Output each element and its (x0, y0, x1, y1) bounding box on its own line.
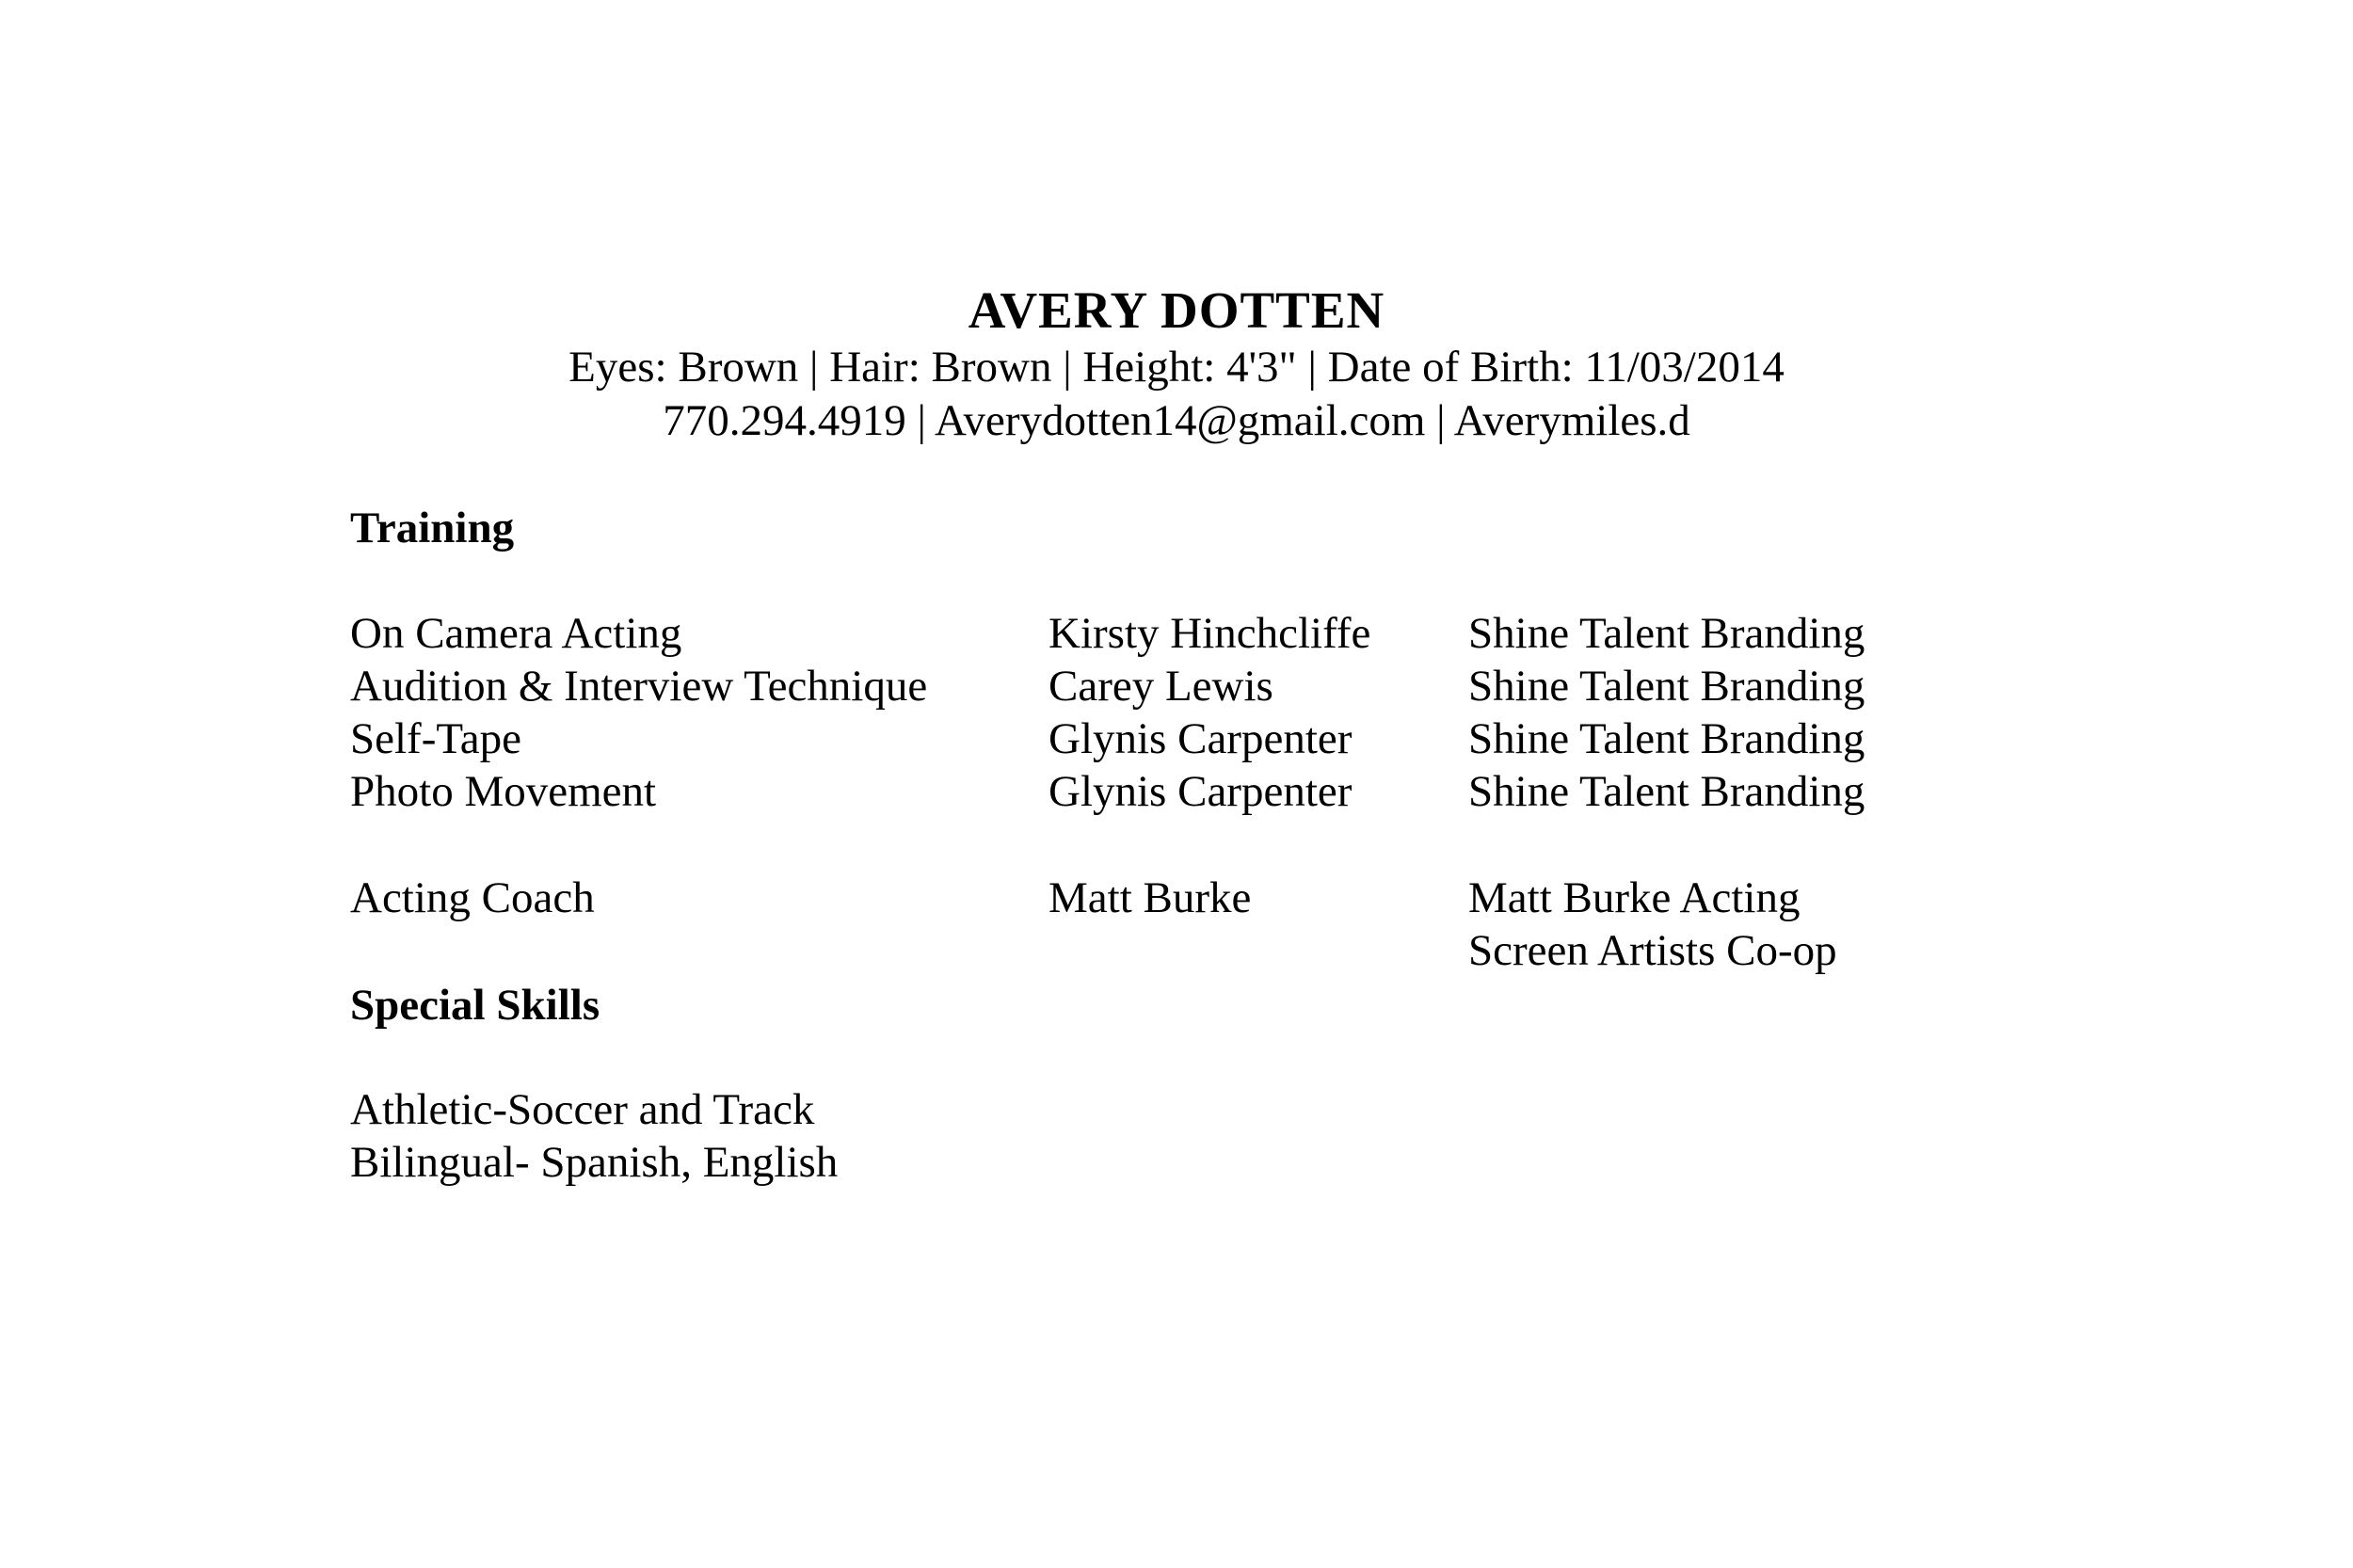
training-school: Shine Talent Branding (1468, 662, 1865, 711)
training-course: Self-Tape (350, 714, 522, 763)
training-row (0, 712, 2353, 766)
training-instructor: Carey Lewis (1048, 662, 1273, 711)
training-course: On Camera Acting (350, 609, 682, 658)
training-school: Screen Artists Co-op (1468, 926, 1837, 975)
resume-name: AVERY DOTTEN (968, 281, 1385, 339)
training-row (0, 607, 2353, 661)
contact-info: 770.294.4919 | Averydotten14@gmail.com | Averymiles.d (663, 396, 1690, 445)
training-course: Audition & Interview Technique (350, 662, 928, 711)
training-course: Photo Movement (350, 767, 657, 816)
training-row (0, 872, 2353, 925)
special-skills-heading: Special Skills (350, 981, 600, 1030)
training-school: Shine Talent Branding (1468, 714, 1865, 763)
skill-item: Bilingual- Spanish, English (350, 1138, 839, 1187)
training-instructor: Matt Burke (1048, 873, 1252, 922)
training-row (0, 765, 2353, 819)
training-school: Matt Burke Acting (1468, 873, 1801, 922)
training-course: Acting Coach (350, 873, 595, 922)
training-row (0, 924, 2353, 978)
training-instructor: Glynis Carpenter (1048, 767, 1353, 816)
training-instructor: Kirsty Hinchcliffe (1048, 609, 1371, 658)
training-school: Shine Talent Branding (1468, 767, 1865, 816)
training-heading: Training (350, 504, 515, 552)
skill-item: Athletic-Soccer and Track (350, 1085, 815, 1134)
training-instructor: Glynis Carpenter (1048, 714, 1353, 763)
training-school: Shine Talent Branding (1468, 609, 1865, 658)
training-row (0, 660, 2353, 713)
physical-stats: Eyes: Brown | Hair: Brown | Height: 4'3" | Date of Birth: 11/03/2014 (568, 343, 1785, 392)
